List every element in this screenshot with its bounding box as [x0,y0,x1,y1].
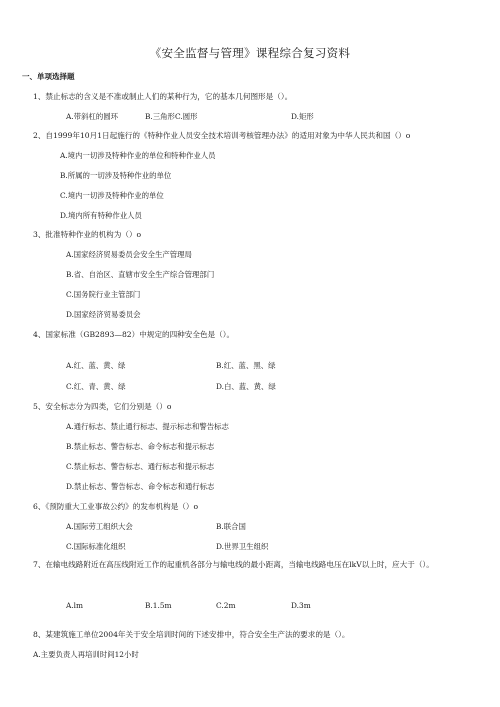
question-8-stem: 8、某建筑施工单位2004年关于安全培训时间的下述安排中，符合安全生产法的要求的是（）。 [33,630,350,639]
question-8-option-a: A.主要负责人再培训时间12小时 [33,650,139,659]
question-4-option-c: C.红、青、黄、绿 [66,382,126,391]
question-5-option-a: A.通行标志、禁止通行标志、提示标志和警告标志 [66,422,229,431]
question-2-option-a: A.境内一切涉及特种作业的单位和特种作业人员 [60,151,216,160]
question-6-option-a: A.国际劳工组织大会 [66,522,133,531]
question-4-stem: 4、国家标准（GB2893—82）中规定的四种安全色是（）。 [33,330,235,339]
question-7-stem: 7、在输电线路附近在高压线附近工作的起重机各部分与输电线的最小距离，当输电线路电压在lkV以上时，应大于（）。 [33,560,434,569]
question-6-stem: 6、《预防重大工业事故公约》的发布机构是（）o [33,502,199,511]
question-4-option-d: D.白、蓝、黄、绿 [216,382,276,391]
question-1-option-d: D.矩形 [291,112,314,121]
question-7-option-c: C.2m [216,601,236,610]
question-7-option-d: D.3m [291,601,311,610]
question-7-option-b: B.1.5m [145,601,172,610]
question-5-option-d: D.禁止标志、警告标志、命令标志和通行标志 [66,482,215,491]
question-2-option-c: C.境内一切涉及特种作业的单位 [60,191,164,200]
question-6-option-d: D.世界卫生组织 [216,542,269,551]
question-2-stem: 2、自1999年10月1日起施行的《特种作业人员安全技术培训考核管理办法》的适用对象为中华人民共和国（）o [33,131,411,140]
question-1-option-a: A.带斜杠的圆环 [66,112,119,121]
question-5-stem: 5、安全标志分为四类，它们分别是（）o [33,402,172,411]
question-3-option-c: C.国务院行业主管部门 [66,290,141,299]
section-heading: 一、单项选择题 [22,72,75,81]
question-5-option-b: B.禁止标志、警告标志、命令标志和提示标志 [66,442,215,451]
question-3-option-a: A.国家经济贸易委员会安全生产管理局 [66,250,192,259]
question-1-stem: 1、禁止标志的含义是不准或制止人们的某种行为，它的基本几何图形是（）。 [33,92,293,101]
question-4-option-a: A.红、蓝、黄、绿 [66,361,126,370]
question-2-option-b: B.所属的一切涉及特种作业的单位 [60,171,172,180]
question-6-option-c: C.国际标准化组织 [66,542,126,551]
question-6-option-b: B.联合国 [216,522,246,531]
question-3-option-b: B.省、自治区、直辖市安全生产综合管理部门 [66,270,215,279]
question-3-option-d: D.国家经济贸易委员会 [66,310,141,319]
question-7-option-a: A.lm [66,601,84,610]
question-1-option-bc: B.三角形C.圆形 [145,112,198,121]
question-2-option-d: D.境内所有特种作业人员 [60,211,142,220]
document-title: 《安全监督与管理》课程综合复习资料 [149,46,351,60]
question-4-option-b: B.红、蓝、黑、绿 [216,361,276,370]
question-3-stem: 3、批准特种作业的机构为（）o [33,230,142,239]
question-5-option-c: C.禁止标志、警告标志、通行标志和提示标志 [66,462,215,471]
